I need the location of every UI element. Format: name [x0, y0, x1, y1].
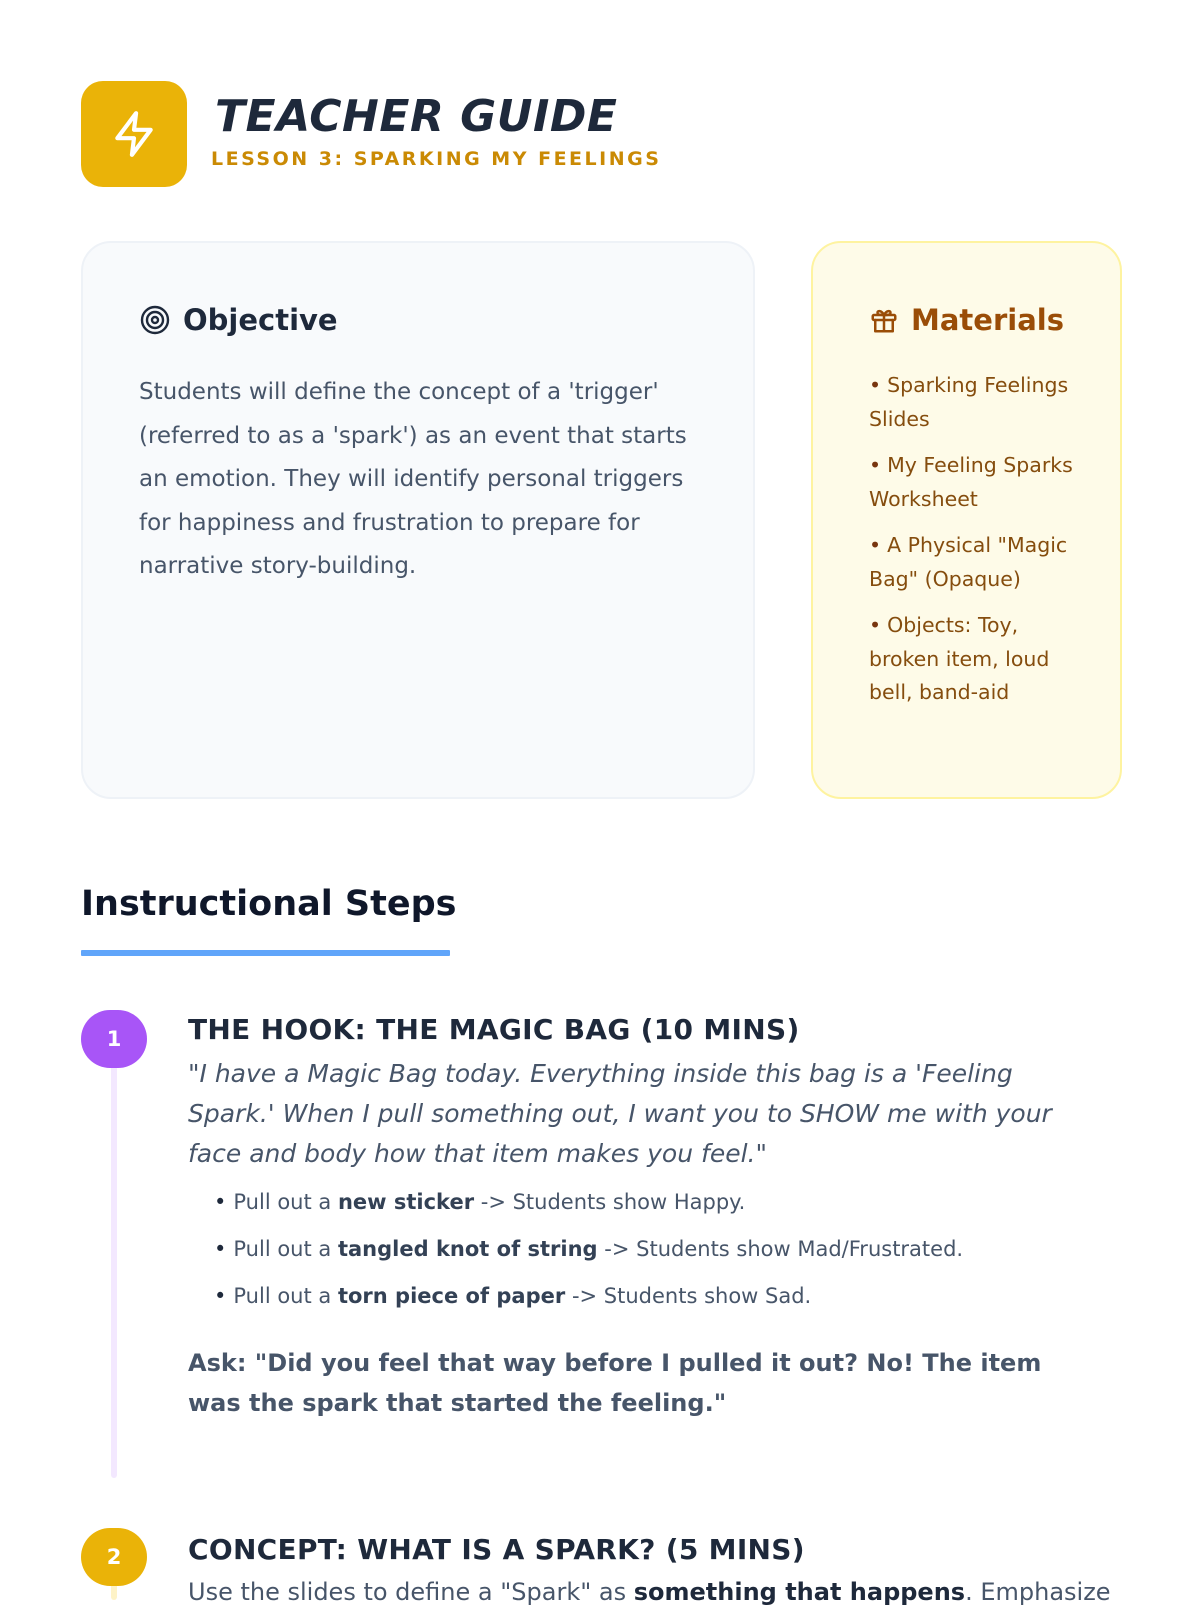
step-2-badge: [81, 1528, 147, 1586]
section-underline: [81, 950, 450, 956]
objective-text: Students will define the concept of a 'trigger' (referred to as a 'spark') as an event that starts an emotion. They will identify personal triggers for happiness and frustration to prepare for narrative story-building.: [139, 379, 687, 579]
lightning-bolt-icon: [109, 109, 159, 159]
materials-heading: Materials: [911, 303, 1064, 337]
step-2-title: CONCEPT: WHAT IS A SPARK? (5 MINS): [188, 1533, 805, 1566]
step-1-ask: Ask: "Did you feel that way before I pulled it out? No! The item was the spark that started the feeling.": [188, 1349, 1042, 1417]
objective-heading: Objective: [183, 303, 338, 337]
list-item: • Pull out a tangled knot of string -> Students show Mad/Frustrated.: [214, 1235, 963, 1263]
page-title: TEACHER GUIDE: [215, 91, 618, 142]
step-1-badge: [81, 1010, 147, 1068]
list-item: • My Feeling Sparks Worksheet: [869, 449, 1084, 516]
gift-icon: [869, 305, 899, 335]
step-1-timeline: [111, 1040, 117, 1478]
list-item: • Sparking Feelings Slides: [869, 369, 1084, 436]
logo-tile: [81, 81, 187, 187]
materials-card: [811, 241, 1122, 799]
page-subtitle: LESSON 3: SPARKING MY FEELINGS: [211, 148, 662, 170]
page-header: [81, 81, 661, 187]
objective-card: [81, 241, 755, 799]
step-1-title: THE HOOK: THE MAGIC BAG (10 MINS): [188, 1013, 800, 1046]
list-item: • Pull out a new sticker -> Students show Happy.: [214, 1188, 963, 1216]
list-item: • A Physical "Magic Bag" (Opaque): [869, 529, 1084, 596]
list-item: • Objects: Toy, broken item, loud bell, band-aid: [869, 609, 1084, 710]
step-number: 1: [106, 1027, 122, 1051]
list-item: • Pull out a torn piece of paper -> Students show Sad.: [214, 1282, 963, 1310]
step-number: 2: [106, 1545, 122, 1569]
step-1-quote: "I have a Magic Bag today. Everything inside this bag is a 'Feeling Spark.' When I pull something out, I want you to SHOW me with your face and body how that item makes you feel.": [188, 1059, 1052, 1168]
step-1-bullets: [214, 1188, 963, 1329]
target-icon: [139, 304, 171, 336]
section-title: Instructional Steps: [81, 884, 457, 924]
materials-list: [869, 369, 1084, 723]
step-2-body: Use the slides to define a "Spark" as something that happens. Emphasize: [188, 1578, 1111, 1606]
